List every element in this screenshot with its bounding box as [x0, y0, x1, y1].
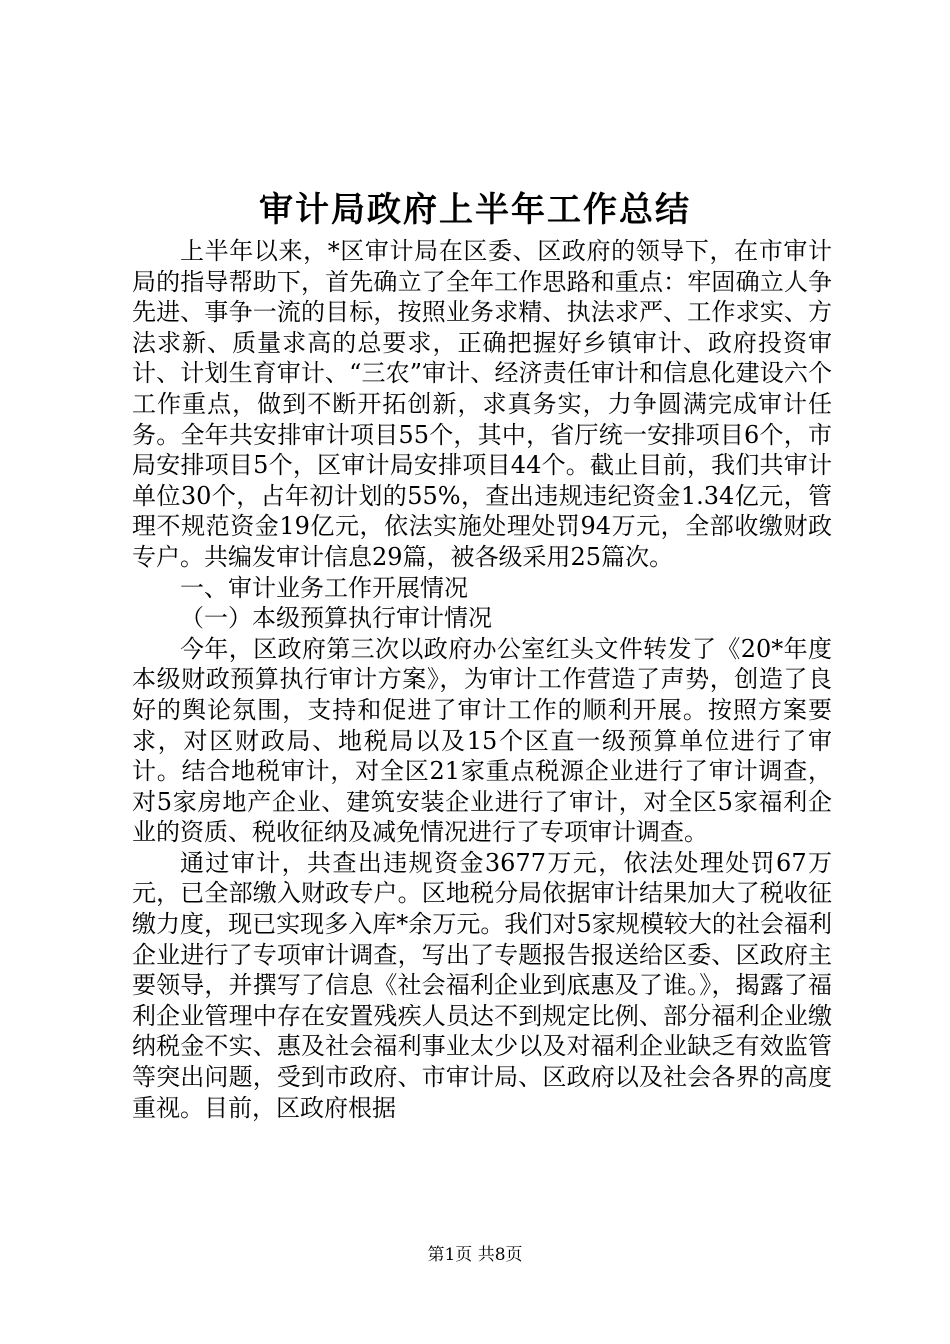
document-body — [132, 236, 832, 1123]
section-heading-1: 一、审计业务工作开展情况 — [180, 573, 468, 602]
document-title: 审计局政府上半年工作总结 — [259, 190, 691, 230]
paragraph-audit-results: 通过审计，共查出违规资金3677万元，依法处理处罚67万元，已全部缴入财政专户。区地税分局依据审计结果加大了税收征缴力度，现已实现多入库*余万元。我们对5家规模较大的社会福利企业进行了专项审计调查，写出了专题报告报送给区委、区政府主要领导，并撰写了信息《社会福利企业到底惠及了谁。》，揭露了福利企业管理中存在安置残疾人员达不到规定比例、部分福利企业缴纳税金不实、惠及社会福利事业太少以及对福利企业缺乏有效监管等突出问题，受到市政府、市审计局、区政府以及社会各界的高度重视。目前，区政府根据 — [132, 848, 832, 1122]
paragraph-intro: 上半年以来，*区审计局在区委、区政府的领导下，在市审计局的指导帮助下，首先确立了全年工作思路和重点：牢固确立人争先进、事争一流的目标，按照业务求精、执法求严、工作求实、方法求新、质量求高的总要求，正确把握好乡镇审计、政府投资审计、计划生育审计、“三农”审计、经济责任审计和信息化建设六个工作重点，做到不断开拓创新，求真务实，力争圆满完成审计任务。全年共安排审计项目55个，其中，省厅统一安排项目6个，市局安排项目5个，区审计局安排项目44个。截止目前，我们共审计单位30个，占年初计划的55%，查出违规违纪资金1.34亿元，管理不规范资金19亿元，依法实施处理处罚94万元，全部收缴财政专户。共编发审计信息29篇，被各级采用25篇次。 — [132, 237, 832, 571]
subsection-heading-1: （一）本级预算执行审计情况 — [180, 604, 492, 633]
page-footer: 第1页 共8页 — [427, 1245, 523, 1265]
paragraph-budget-audit: 今年，区政府第三次以政府办公室红头文件转发了《20*年度本级财政预算执行审计方案》，为审计工作营造了声势，创造了良好的舆论氛围，支持和促进了审计工作的顺利开展。按照方案要求，对区财政局、地税局以及15个区直一级预算单位进行了审计。结合地税审计，对全区21家重点税源企业进行了审计调查，对5家房地产企业、建筑安装企业进行了审计，对全区5家福利企业的资质、税收征纳及减免情况进行了专项审计调查。 — [132, 634, 832, 847]
